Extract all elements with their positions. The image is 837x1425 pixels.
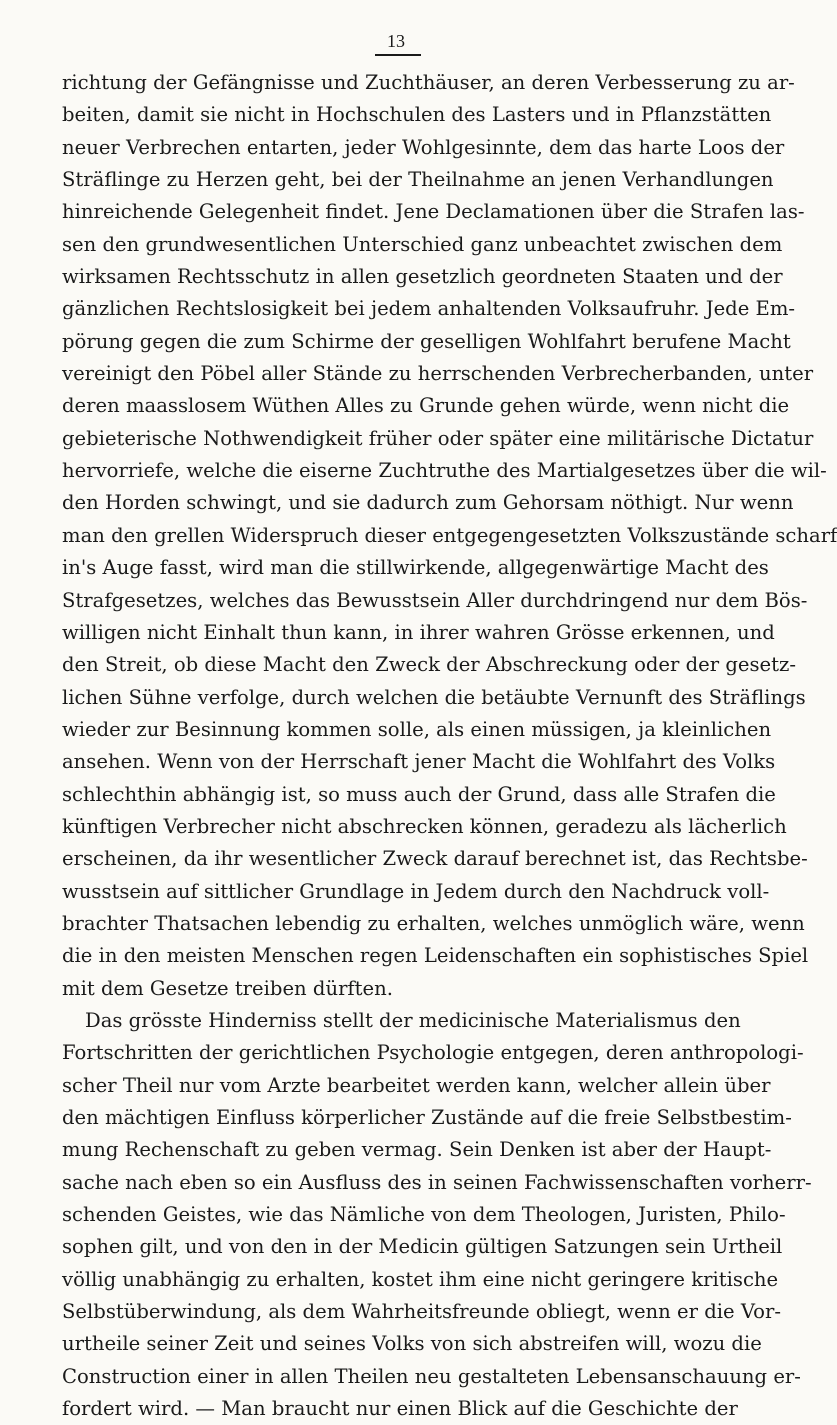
text-line: künftigen Verbrecher nicht abschrecken können, geradezu als lächerlich xyxy=(62,814,787,838)
text-line: lichen Sühne verfolge, durch welchen die betäubte Vernunft des Sträflings xyxy=(62,685,806,709)
text-line: Selbstüberwindung, als dem Wahrheitsfreunde obliegt, wenn er die Vor- xyxy=(62,1300,781,1324)
text-line: hervorriefe, welche die eiserne Zuchtruthe des Martialgesetzes über die wil- xyxy=(62,459,827,483)
text-line: ansehen. Wenn von der Herrschaft jener Macht die Wohlfahrt des Volks xyxy=(62,750,776,774)
text-line: hinreichende Gelegenheit findet. Jene Declamationen über die Strafen las- xyxy=(62,200,805,224)
text-line: völlig unabhängig zu erhalten, kostet ihm eine nicht geringere kritische xyxy=(62,1267,779,1291)
text-line: beiten, damit sie nicht in Hochschulen des Lasters und in Pflanzstätten xyxy=(62,103,772,127)
text-line: vereinigt den Pöbel aller Stände zu herrschenden Verbrecherbanden, unter xyxy=(62,362,814,386)
text-line: wieder zur Besinnung kommen solle, als einen müssigen, ja kleinlichen xyxy=(62,717,772,741)
text-line: Fortschritten der gerichtlichen Psychologie entgegen, deren anthropologi- xyxy=(62,1041,804,1065)
text-line: sen den grundwesentlichen Unterschied ganz unbeachtet zwischen dem xyxy=(62,232,783,256)
text-line: Strafgesetzes, welches das Bewusstsein Aller durchdringend nur dem Bös- xyxy=(62,588,808,612)
text-line: sophen gilt, und von den in der Medicin gültigen Satzungen sein Urtheil xyxy=(62,1235,783,1259)
text-line: neuer Verbrechen entarten, jeder Wohlgesinnte, dem das harte Loos der xyxy=(62,135,785,159)
text-line: den Horden schwingt, und sie dadurch zum Gehorsam nöthigt. Nur wenn xyxy=(62,491,794,515)
text-line: den Streit, ob diese Macht den Zweck der Abschreckung oder der gesetz- xyxy=(62,653,796,677)
text-line: urtheile seiner Zeit und seines Volks von sich abstreifen will, wozu die xyxy=(62,1332,762,1356)
text-line: fordert wird. — Man braucht nur einen Blick auf die Geschichte der xyxy=(62,1397,738,1421)
text-line: wusstsein auf sittlicher Grundlage in Jedem durch den Nachdruck voll- xyxy=(62,879,770,903)
text-line: mung Rechenschaft zu geben vermag. Sein Denken ist aber der Haupt- xyxy=(62,1138,772,1162)
text-line: Das grösste Hinderniss stellt der medicinische Materialismus den xyxy=(85,1008,741,1032)
text-line: scher Theil nur vom Arzte bearbeitet werden kann, welcher allein über xyxy=(62,1073,771,1097)
text-line: Sträflinge zu Herzen geht, bei der Theilnahme an jenen Verhandlungen xyxy=(62,168,774,192)
text-line: richtung der Gefängnisse und Zuchthäuser, an deren Verbesserung zu ar- xyxy=(62,71,795,94)
text-line: erscheinen, da ihr wesentlicher Zweck darauf berechnet ist, das Rechtsbe- xyxy=(62,847,808,871)
text-line: mit dem Gesetze treiben dürften. xyxy=(62,976,393,1000)
text-line: sache nach eben so ein Ausfluss des in seinen Fachwissenschaften vorherr- xyxy=(62,1170,812,1194)
text-line: deren maasslosem Wüthen Alles zu Grunde gehen würde, wenn nicht die xyxy=(62,394,790,418)
text-line: gebieterische Nothwendigkeit früher oder später eine militärische Dictatur xyxy=(62,426,814,450)
text-line: schlechthin abhängig ist, so muss auch der Grund, dass alle Strafen die xyxy=(62,782,776,806)
body-text xyxy=(62,67,837,1425)
text-line: den mächtigen Einfluss körperlicher Zustände auf die freie Selbstbestim- xyxy=(62,1106,792,1129)
text-line: Construction einer in allen Theilen neu gestalteten Lebensanschauung er- xyxy=(62,1364,801,1388)
text-line: gänzlichen Rechtslosigkeit bei jedem anhaltenden Volksaufruhr. Jede Em- xyxy=(62,297,796,321)
text-line: man den grellen Widerspruch dieser entgegengesetzten Volkszustände scharf xyxy=(62,523,837,547)
text-line: wirksamen Rechtsschutz in allen gesetzlich geordneten Staaten und der xyxy=(62,265,783,289)
text-line: die in den meisten Menschen regen Leidenschaften ein sophistisches Spiel xyxy=(62,944,809,968)
text-line: in's Auge fasst, wird man die stillwirkende, allgegenwärtige Macht des xyxy=(62,556,769,580)
page-number: 13 xyxy=(371,31,421,51)
text-line: pörung gegen die zum Schirme der geselligen Wohlfahrt berufene Macht xyxy=(62,329,791,353)
text-line: schenden Geistes, wie das Nämliche von dem Theologen, Juristen, Philo- xyxy=(62,1203,786,1227)
text-line: willigen nicht Einhalt thun kann, in ihrer wahren Grösse erkennen, und xyxy=(62,620,775,644)
text-line: brachter Thatsachen lebendig zu erhalten, welches unmöglich wäre, wenn xyxy=(62,911,805,935)
